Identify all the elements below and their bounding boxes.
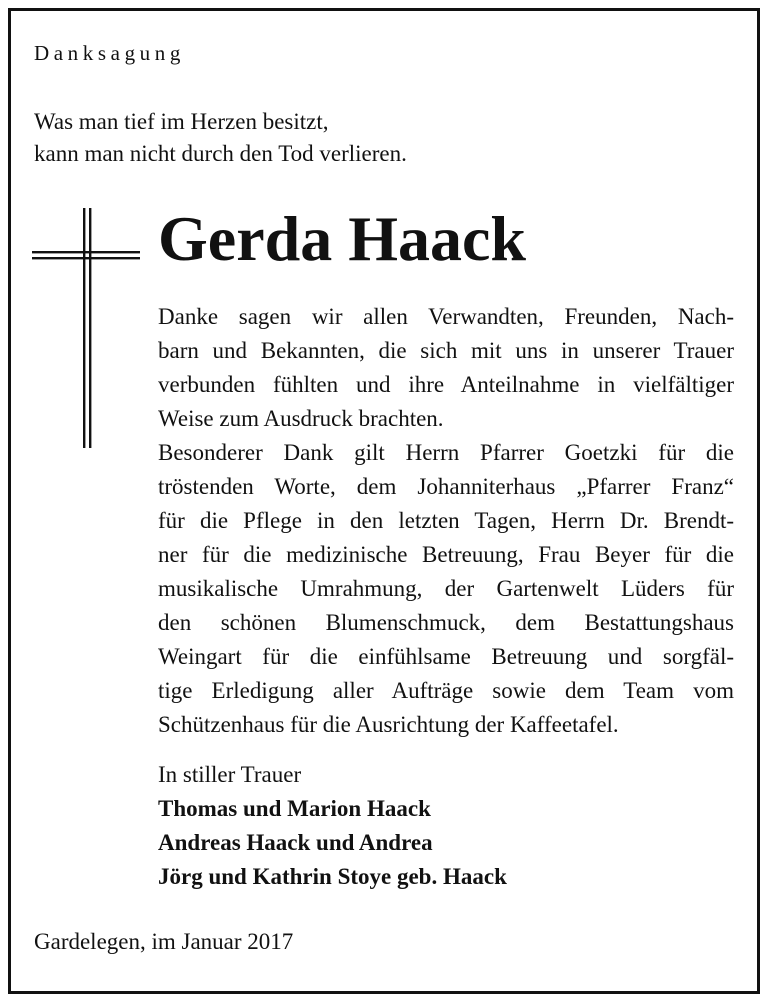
place-date: Gardelegen, im Januar 2017 bbox=[34, 929, 294, 954]
signoff-intro: In stiller Trauer bbox=[158, 762, 302, 787]
signatory: Thomas und Marion Haack bbox=[158, 796, 431, 821]
thanks-line: tige Erledigung aller Aufträge sowie dem Team vom bbox=[158, 678, 734, 703]
thanks-text bbox=[158, 300, 734, 742]
cross-icon bbox=[30, 208, 142, 448]
deceased-name: Gerda Haack bbox=[158, 203, 526, 274]
thanks-line: verbunden fühlten und ihre Anteilnahme in vielfältiger bbox=[158, 372, 734, 397]
thanks-line: für die Pflege in den letzten Tagen, Herrn Dr. Brendt- bbox=[158, 508, 734, 533]
thanks-line: Danke sagen wir allen Verwandten, Freunden, Nach- bbox=[158, 304, 734, 329]
thanks-line: tröstenden Worte, dem Johanniterhaus „Pfarrer Franz“ bbox=[158, 474, 734, 499]
thanks-line: den schönen Blumenschmuck, dem Bestattungshaus bbox=[158, 610, 734, 635]
thanks-line: musikalische Umrahmung, der Gartenwelt Lüders für bbox=[158, 576, 734, 601]
motto-line: kann man nicht durch den Tod verlieren. bbox=[34, 141, 407, 166]
thanks-line: ner für die medizinische Betreuung, Frau Beyer für die bbox=[158, 542, 734, 567]
thanks-line: Weingart für die einfühlsame Betreuung und sorgfäl- bbox=[158, 644, 734, 669]
notice-heading: Danksagung bbox=[34, 41, 185, 65]
signoff bbox=[158, 758, 507, 894]
thanks-line: Schützenhaus für die Ausrichtung der Kaffeetafel. bbox=[158, 712, 619, 737]
thanks-line: Weise zum Ausdruck brachten. bbox=[158, 406, 444, 431]
motto-line: Was man tief im Herzen besitzt, bbox=[34, 109, 329, 134]
motto bbox=[34, 106, 407, 170]
signatory: Andreas Haack und Andrea bbox=[158, 830, 433, 855]
signatory: Jörg und Kathrin Stoye geb. Haack bbox=[158, 864, 507, 889]
thanks-line: Besonderer Dank gilt Herrn Pfarrer Goetzki für die bbox=[158, 440, 734, 465]
thanks-line: barn und Bekannten, die sich mit uns in unserer Trauer bbox=[158, 338, 734, 363]
